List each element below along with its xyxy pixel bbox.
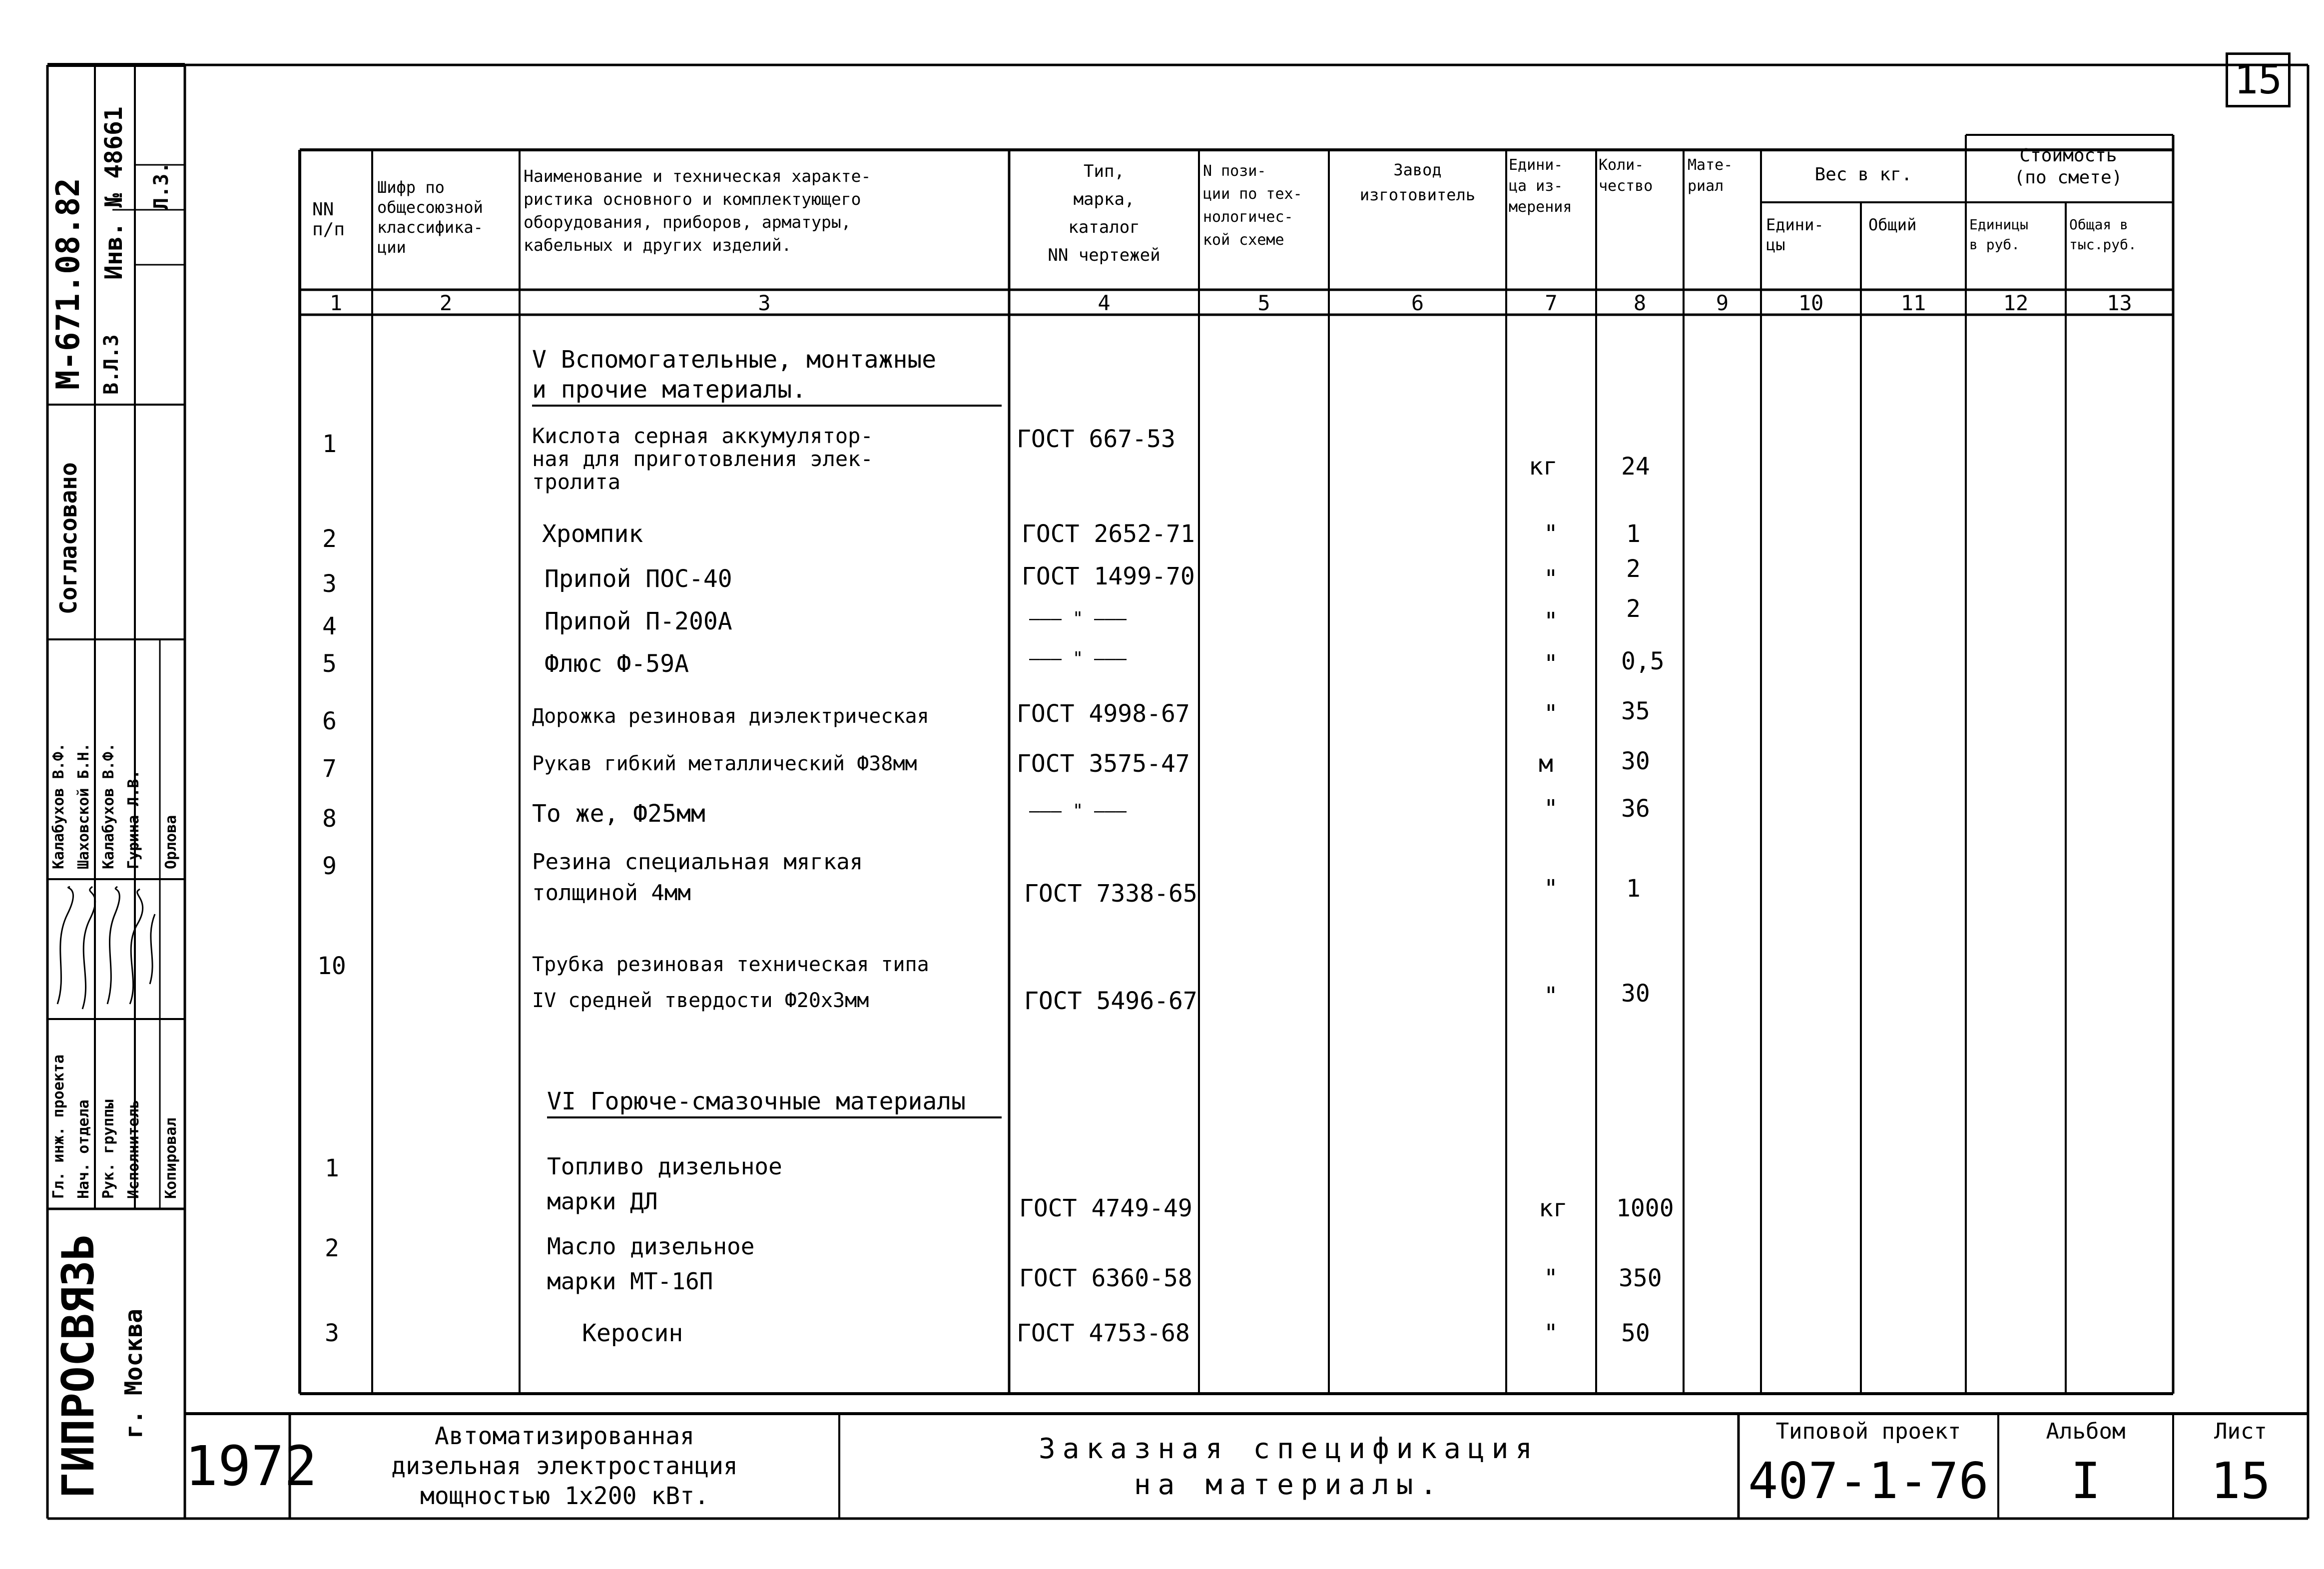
header-col1: NN п/п (312, 199, 345, 240)
row-num: 10 (317, 952, 346, 980)
row-name: Керосин (582, 1319, 683, 1347)
header-col9: Мате- риал (1688, 156, 1733, 195)
side-role-5: Копировал (162, 1117, 180, 1199)
side-copy-label: В.Л.3 (100, 334, 123, 395)
title-year: 1972 (185, 1434, 317, 1498)
row-qty: 50 (1621, 1319, 1650, 1347)
row-type: ГОСТ 4749-49 (1019, 1194, 1192, 1222)
row-qty: 30 (1621, 980, 1650, 1008)
side-sheet-label: Л.3. (150, 161, 173, 210)
row-num: 3 (325, 1319, 339, 1347)
title-object: Автоматизированная дизельная электростанция мощностью 1х200 кВт. (391, 1422, 738, 1510)
row-type: ——— " ——— (1029, 608, 1127, 629)
row-name: Масло дизельное марки МТ-16П (547, 1233, 755, 1295)
row-num: 1 (325, 1154, 339, 1182)
row-name: Дорожка резиновая диэлектрическая (532, 705, 929, 728)
colnum-12: 12 (2003, 291, 2029, 315)
section1-title: V Вспомогательные, монтажные и прочие материалы. (532, 345, 1002, 407)
title-album-label: Альбом (2046, 1419, 2126, 1444)
row-name: Припой П-200А (545, 607, 732, 635)
title-project-label: Типовой проект (1775, 1419, 1961, 1444)
header-col3: Наименование и техническая характе- ристика основного и комплектующего оборудования, приборов, арматуры, кабельных и других изделий. (524, 166, 871, 255)
row-qty: 30 (1621, 747, 1650, 775)
row-type: ——— " ——— (1029, 801, 1127, 821)
row-num: 8 (322, 805, 337, 833)
side-role-4: Исполнитель (125, 1099, 142, 1199)
row-unit: " (1544, 875, 1558, 903)
row-qty: 2 (1626, 595, 1641, 623)
row-num: 2 (325, 1234, 339, 1262)
row-qty: 350 (1619, 1264, 1662, 1292)
header-col7: Едини- ца из- мерения (1509, 156, 1572, 216)
side-role-2: Нач. отдела (75, 1099, 92, 1199)
header-weight-unit: Едини- цы (1766, 215, 1824, 254)
colnum-6: 6 (1411, 291, 1424, 315)
side-approved: Согласовано (55, 462, 82, 614)
row-qty: 2 (1626, 555, 1641, 583)
row-qty: 36 (1621, 795, 1650, 823)
row-type: ГОСТ 1499-70 (1022, 562, 1195, 590)
corner-sheet-number: 15 (2234, 56, 2283, 103)
row-num: 5 (322, 650, 337, 678)
row-type: ГОСТ 2652-71 (1022, 520, 1195, 548)
row-unit: м (1539, 750, 1553, 778)
colnum-10: 10 (1798, 291, 1824, 315)
side-role-1: Гл. инж. проекта (50, 1054, 67, 1199)
colnum-11: 11 (1900, 291, 1926, 315)
row-num: 1 (322, 430, 337, 458)
header-cost-total: Общая в тыс.руб. (2069, 216, 2137, 253)
row-qty: 1000 (1616, 1194, 1674, 1222)
colnum-3: 3 (758, 291, 771, 315)
side-name-5: Орлова (162, 815, 180, 869)
row-unit: " (1544, 982, 1558, 1010)
row-name: Топливо дизельное марки ДЛ (547, 1153, 782, 1215)
row-type: ГОСТ 7338-65 (1024, 880, 1197, 908)
title-sheet-label: Лист (2214, 1419, 2267, 1444)
row-type: ГОСТ 6360-58 (1019, 1264, 1192, 1292)
row-qty: 1 (1626, 875, 1641, 903)
section2-title: VI Горюче-смазочные материалы (547, 1086, 1002, 1118)
colnum-9: 9 (1716, 291, 1729, 315)
side-doc-code: М-671.08.82 (50, 178, 87, 390)
header-cost: Стоимость (по смете) (2014, 145, 2123, 188)
side-organization: ГИПРОСВЯЗЬ (52, 1234, 104, 1499)
header-col5: N пози- ции по тех- нологичес- кой схеме (1203, 162, 1302, 249)
side-role-3: Рук. группы (100, 1099, 117, 1199)
row-num: 4 (322, 612, 337, 640)
row-name: Рукав гибкий металлический Ф38мм (532, 752, 917, 775)
title-sheet-no: 15 (2210, 1452, 2271, 1510)
row-qty: 1 (1626, 520, 1641, 548)
row-unit: " (1544, 795, 1558, 823)
colnum-2: 2 (439, 291, 453, 315)
colnum-4: 4 (1098, 291, 1111, 315)
row-name: Хромпик (542, 520, 643, 548)
header-weight-total: Общий (1868, 215, 1917, 234)
title-project-no: 407-1-76 (1748, 1452, 1989, 1510)
row-name: Припой ПОС-40 (545, 565, 732, 593)
row-type: ——— " ——— (1029, 648, 1127, 669)
title-doc: Заказная спецификация на материалы. (1038, 1433, 1539, 1501)
row-name: Кислота серная аккумулятор- ная для приготовления элек- тролита (532, 424, 873, 494)
row-name: То же, Ф25мм (532, 800, 705, 828)
side-name-1: Калабухов В.Ф. (50, 743, 67, 869)
colnum-7: 7 (1545, 291, 1558, 315)
row-qty: 24 (1621, 453, 1650, 481)
row-unit: " (1544, 650, 1558, 678)
row-qty: 0,5 (1621, 647, 1665, 675)
row-unit: " (1544, 607, 1558, 635)
row-unit: " (1544, 520, 1558, 548)
row-unit: кг (1529, 453, 1558, 481)
row-unit: кг (1539, 1194, 1568, 1222)
header-col6: Завод изготовитель (1359, 160, 1476, 204)
side-name-3: Калабухов В.Ф. (100, 743, 117, 869)
header-col8: Коли- чество (1599, 156, 1653, 195)
row-type: ГОСТ 5496-67 (1024, 987, 1197, 1015)
row-unit: " (1544, 1264, 1558, 1292)
row-unit: " (1544, 565, 1558, 593)
side-name-4: Гурина Л.В. (125, 770, 142, 869)
row-type: ГОСТ 4753-68 (1017, 1319, 1190, 1347)
row-name: Флюс Ф-59А (545, 650, 689, 678)
side-city: г. Москва (120, 1308, 148, 1439)
title-album-no: I (2070, 1452, 2101, 1510)
row-qty: 35 (1621, 697, 1650, 725)
colnum-1: 1 (329, 291, 343, 315)
colnum-5: 5 (1257, 291, 1270, 315)
colnum-8: 8 (1633, 291, 1647, 315)
row-num: 6 (322, 707, 337, 735)
header-col4: Тип, марка, каталог NN чертежей (1048, 161, 1161, 265)
row-unit: " (1544, 1319, 1558, 1347)
row-type: ГОСТ 667-53 (1017, 425, 1175, 453)
header-col2: Шифр по общесоюзной классифика- ции (377, 178, 483, 257)
side-inv-no: Инв. № 48661 (100, 106, 128, 280)
row-name: Резина специальная мягкая толщиной 4мм (532, 849, 863, 906)
colnum-13: 13 (2107, 291, 2132, 315)
row-type: ГОСТ 3575-47 (1017, 750, 1190, 778)
row-name: Трубка резиновая техническая типа IV средней твердости Ф20х3мм (532, 953, 929, 1012)
row-num: 7 (322, 755, 337, 783)
row-type: ГОСТ 4998-67 (1017, 700, 1190, 728)
row-num: 3 (322, 570, 337, 598)
header-cost-unit: Единицы в руб. (1969, 216, 2029, 253)
row-num: 9 (322, 852, 337, 880)
row-num: 2 (322, 525, 337, 553)
header-weight: Вес в кг. (1814, 164, 1912, 185)
side-name-2: Шаховской Б.Н. (75, 743, 92, 869)
row-unit: " (1544, 700, 1558, 728)
